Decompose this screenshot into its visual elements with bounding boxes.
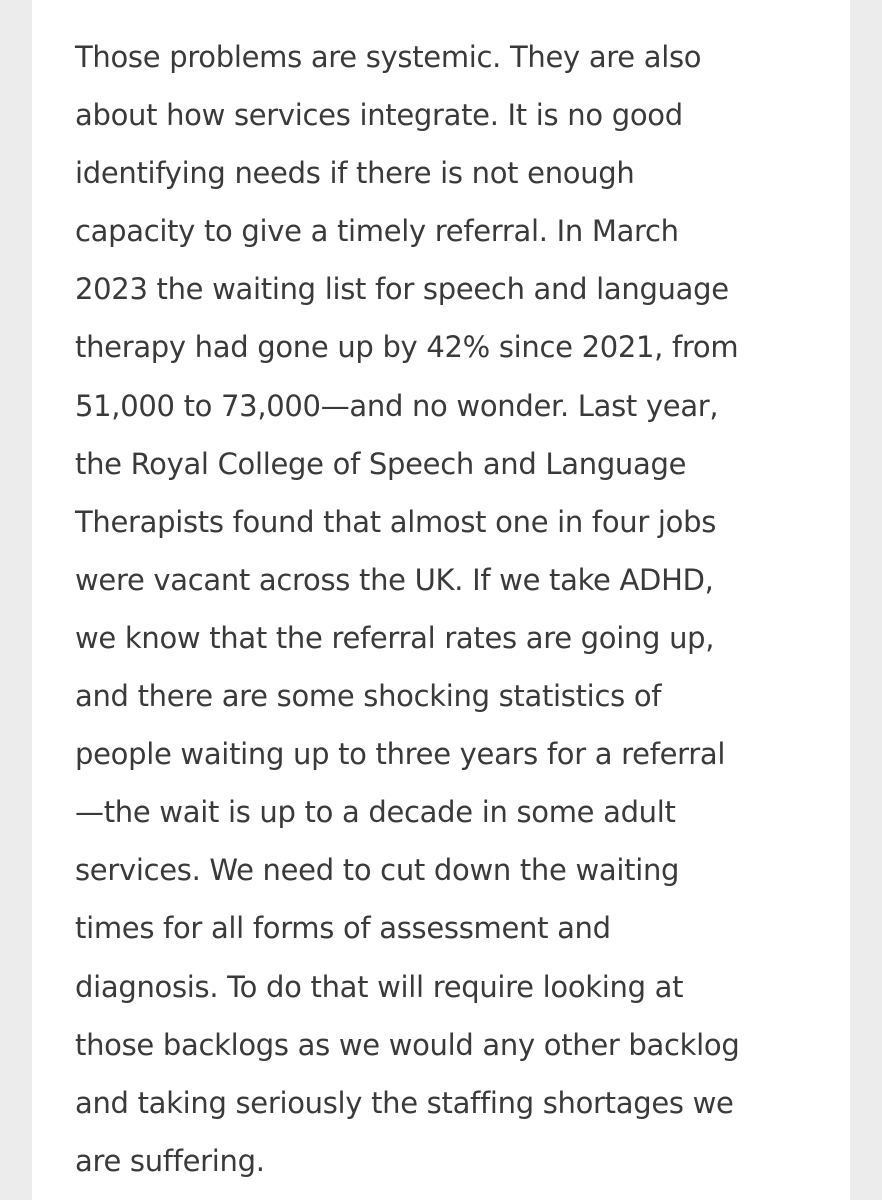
paragraph-line: 51,000 to 73,000—and no wonder. Last year, xyxy=(75,388,719,423)
paragraph-line: we know that the referral rates are going up, xyxy=(75,620,715,655)
paragraph-line: 2023 the waiting list for speech and language xyxy=(75,272,729,307)
paragraph-line: and there are some shocking statistics of xyxy=(75,679,662,714)
paragraph-line: times for all forms of assessment and xyxy=(75,911,611,946)
paragraph-line: those backlogs as we would any other backlog xyxy=(75,1027,740,1062)
paragraph-line: people waiting up to three years for a referral xyxy=(75,737,726,772)
body-paragraph xyxy=(75,28,835,1190)
document-page xyxy=(32,0,850,1200)
paragraph-line: are suffering. xyxy=(75,1143,265,1178)
paragraph-line: diagnosis. To do that will require looking at xyxy=(75,969,684,1004)
paragraph-line: Therapists found that almost one in four jobs xyxy=(75,504,716,539)
paragraph-line: and taking seriously the staffing shortages we xyxy=(75,1085,734,1120)
paragraph-line: —the wait is up to a decade in some adult xyxy=(75,795,676,830)
paragraph-line: the Royal College of Speech and Language xyxy=(75,446,687,481)
paragraph-line: therapy had gone up by 42% since 2021, from xyxy=(75,330,739,365)
paragraph-line: services. We need to cut down the waiting xyxy=(75,853,680,888)
paragraph-line: identifying needs if there is not enough xyxy=(75,156,635,191)
paragraph-line: were vacant across the UK. If we take ADHD, xyxy=(75,562,714,597)
paragraph-line: capacity to give a timely referral. In March xyxy=(75,214,679,249)
paragraph-line: Those problems are systemic. They are also xyxy=(75,40,702,74)
paragraph-line: about how services integrate. It is no good xyxy=(75,98,683,133)
